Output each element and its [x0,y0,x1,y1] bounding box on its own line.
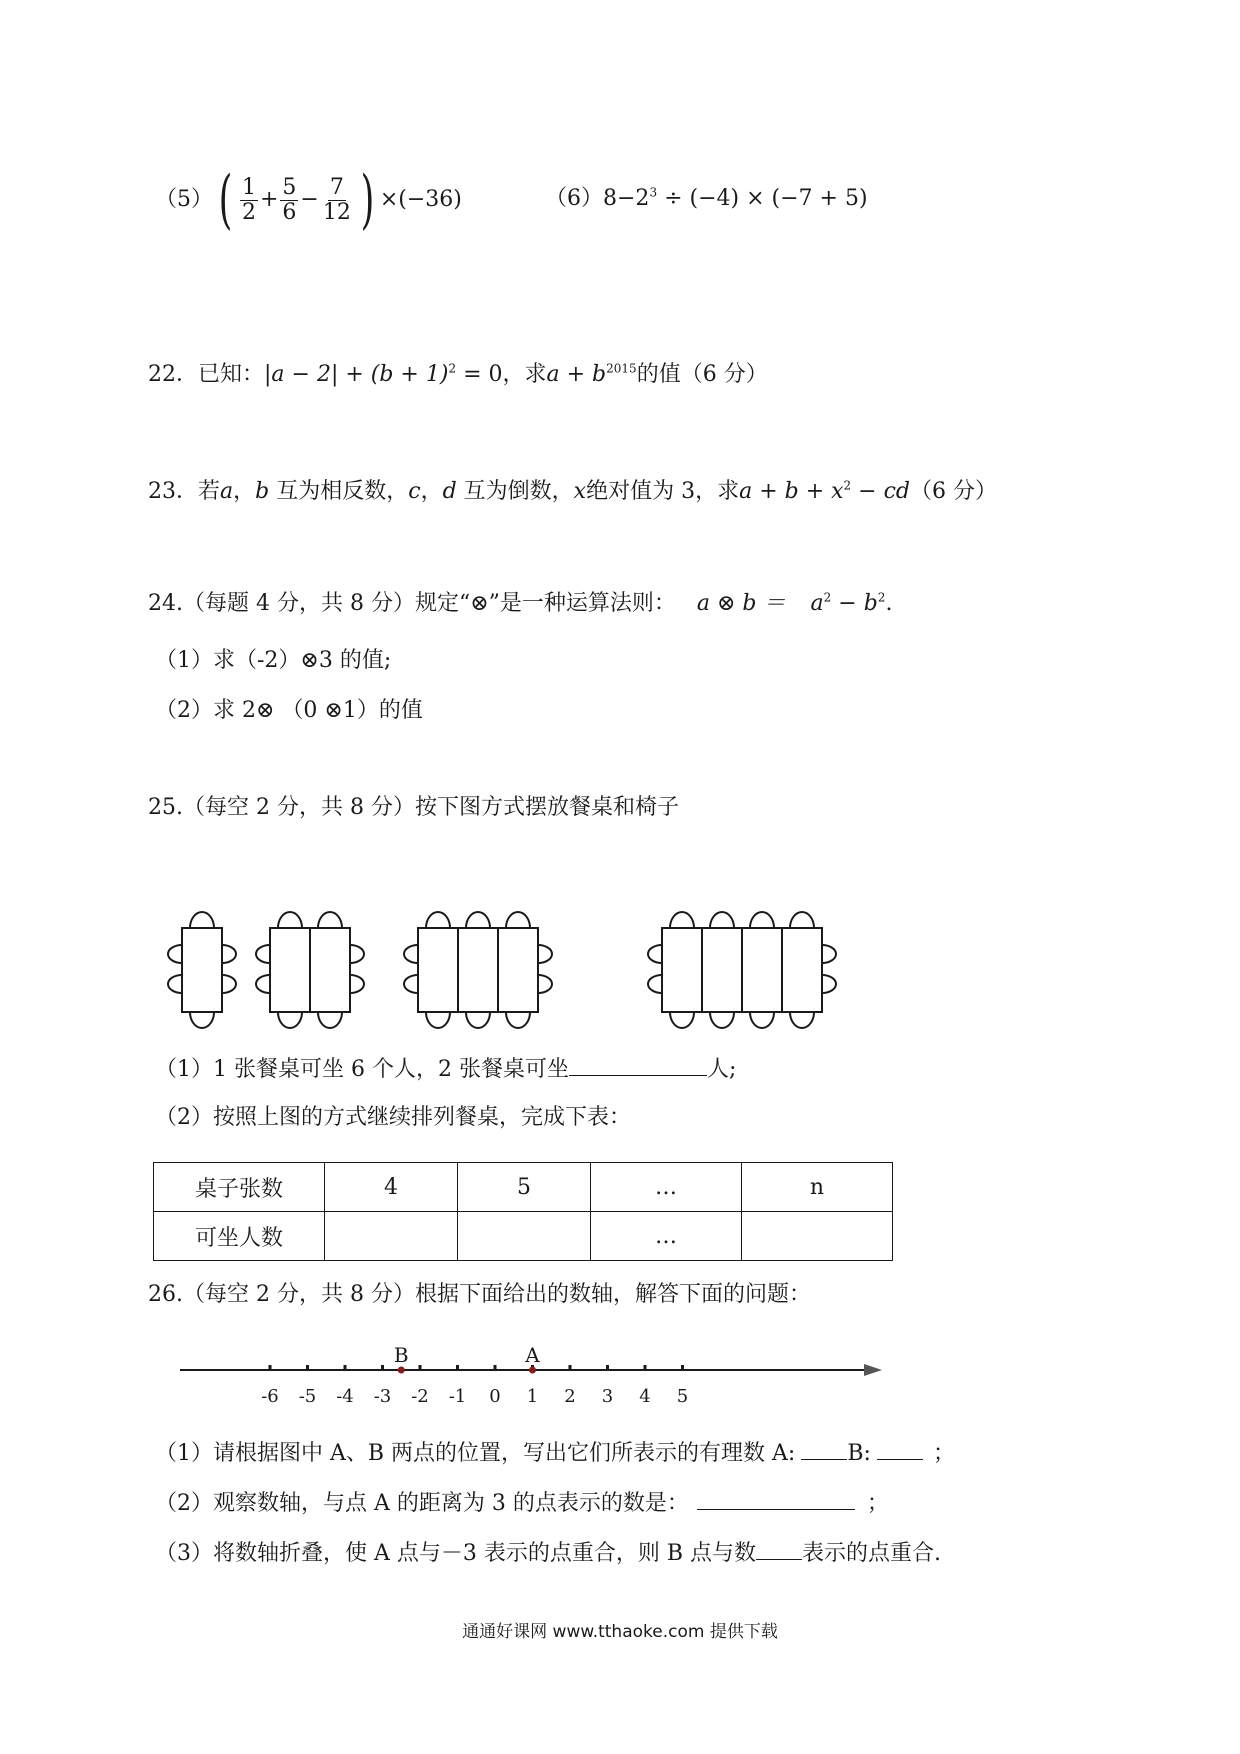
q23 [148,477,997,507]
frac-num: 7 [329,174,344,200]
fraction-5-6 [280,176,298,225]
q25-sub1-text: （1）1 张餐桌可坐 6 个人，2 张餐桌可坐 [155,1057,569,1082]
frac-num: 1 [241,174,256,200]
var-a: a [220,479,234,504]
q23-score: （6 分） [910,479,998,504]
answer-blank-a[interactable] [801,1437,847,1460]
q21-part5-tail: ×(−36) [379,187,462,212]
q21-part5 [155,163,462,237]
left-paren: ( [218,163,233,237]
q25-sub2: （2）按照上图的方式继续排列餐桌，完成下表： [155,1105,631,1130]
answer-blank[interactable] [756,1537,802,1560]
q24-rule-right: a [810,591,824,616]
table-group-1 [168,912,236,1028]
tick-label: -3 [373,1386,392,1407]
table-group-4 [648,912,836,1028]
q26-sub2-text: （2）观察数轴，与点 A 的距离为 3 的点表示的数是： [155,1491,689,1516]
q21-part6-expr-b: ÷ (−4) × (−7 + 5) [657,186,868,211]
q22-prefix: 22．已知： [148,362,264,387]
point-b-dot [398,1367,405,1374]
var-c: c [408,479,421,504]
table-cell: n [742,1163,893,1212]
q23-text-b: 互为相反数， [269,479,409,504]
exponent: 2 [877,590,886,605]
q25-title: 25.（每空 2 分，共 8 分）按下图方式摆放餐桌和椅子 [148,795,679,820]
q22-plus-b: + b [559,362,607,387]
q23-text-c: 互为倒数， [456,479,574,504]
q22-expr: |a − 2| + (b + 1) [264,362,449,387]
tick-label: -2 [411,1386,429,1407]
semicolon: ； [866,1491,889,1516]
table-cell: … [591,1163,742,1212]
tick-label: -1 [448,1386,467,1407]
answer-blank[interactable] [569,1053,707,1076]
q23-expr2: − cd [851,479,911,504]
q24-sub2: （2）求 2⊗ （0 ⊗1）的值 [155,698,423,723]
exponent: 2 [843,478,852,493]
answer-blank-b[interactable] [877,1437,923,1460]
var-x: x [573,479,587,504]
q24-title [148,589,892,619]
q24-rule-left: a ⊗ b ＝ [696,591,786,616]
frac-den: 6 [282,199,297,225]
q25-sub1 [155,1053,736,1085]
frac-den: 2 [241,199,256,225]
q24-sub1: （1）求（-2）⊗3 的值; [155,648,392,673]
tick-label: 2 [564,1386,576,1407]
q21-part6-expr-a: 8−2 [603,186,650,211]
q23-text-a: 23．若 [148,479,220,504]
point-a-dot [529,1367,536,1374]
point-b-label: B [393,1343,409,1367]
q26-title: 26.（每空 2 分，共 8 分）根据下面给出的数轴，解答下面的问题： [148,1282,811,1307]
answer-cell[interactable] [458,1212,591,1261]
var-b: b [255,479,270,504]
q21-part6 [545,184,868,214]
header-cell: 可坐人数 [154,1212,325,1261]
plus-sign: + [259,187,279,212]
q26-sub1-b-label: B: [847,1441,871,1466]
sep: ， [233,479,256,504]
answer-blank[interactable] [697,1487,855,1510]
exponent: 2 [823,590,832,605]
exponent: 2 [448,361,457,376]
table-row [154,1163,893,1212]
tick-group [261,1343,688,1407]
table-cell: … [591,1212,742,1261]
frac-num: 5 [282,174,297,200]
answer-cell[interactable] [325,1212,458,1261]
tables-and-chairs-figure [150,905,870,1055]
table-cell: 4 [325,1163,458,1212]
exponent: 2015 [606,361,637,376]
tick-label: -6 [261,1386,279,1407]
tick-label: -4 [336,1386,354,1407]
tick-label: 3 [601,1386,614,1407]
seating-table [153,1162,893,1261]
header-cell: 桌子张数 [154,1163,325,1212]
q25-sub1-unit: 人; [706,1057,737,1082]
table-group-2 [256,912,364,1028]
q22-mid: = 0，求 [456,362,547,387]
fraction-7-12 [321,176,353,225]
right-paren: ) [360,163,375,237]
q24-rule-minus: − b [831,591,878,616]
q26-sub1-text: （1）请根据图中 A、B 两点的位置，写出它们所表示的有理数 A: [155,1441,796,1466]
minus-sign: − [300,187,319,212]
q26-sub2 [155,1487,889,1519]
q21-part5-label: （5） [155,187,213,212]
tick-label: -5 [298,1386,317,1407]
answer-cell[interactable] [742,1212,893,1261]
q26-sub1 [155,1437,955,1469]
footer: 通通好课网 www.tthaoke.com 提供下载 [462,1622,778,1642]
table-group-3 [404,912,552,1028]
point-a-label: A [525,1343,540,1367]
number-line [170,1340,890,1420]
arrow-icon [864,1364,882,1376]
var-d: d [442,479,457,504]
period: . [885,591,893,616]
fraction-1-2 [240,176,258,225]
semicolon: ； [932,1441,955,1466]
frac-den: 12 [322,199,351,225]
exponent: 3 [649,185,658,200]
tick-label: 0 [489,1386,501,1407]
q26-sub3 [155,1537,941,1569]
q23-expr: a + b + x [739,479,844,504]
table-cell: 5 [458,1163,591,1212]
table-row [154,1212,893,1261]
sep: ， [420,479,443,504]
tick-label: 1 [526,1386,539,1407]
q22-suffix: 的值（6 分） [636,362,768,387]
tick-label: 5 [676,1386,689,1407]
tick-label: 4 [639,1386,651,1407]
q26-sub3-tail: 表示的点重合. [802,1541,942,1566]
q21-part6-label: （6） [545,186,603,211]
var-a: a [546,362,560,387]
q23-text-d: 绝对值为 3，求 [586,479,740,504]
q24-title-text: 24.（每题 4 分，共 8 分）规定“⊗”是一种运算法则： [148,591,676,616]
q22 [148,360,768,390]
q26-sub3-text: （3）将数轴折叠，使 A 点与－3 表示的点重合，则 B 点与数 [155,1541,757,1566]
